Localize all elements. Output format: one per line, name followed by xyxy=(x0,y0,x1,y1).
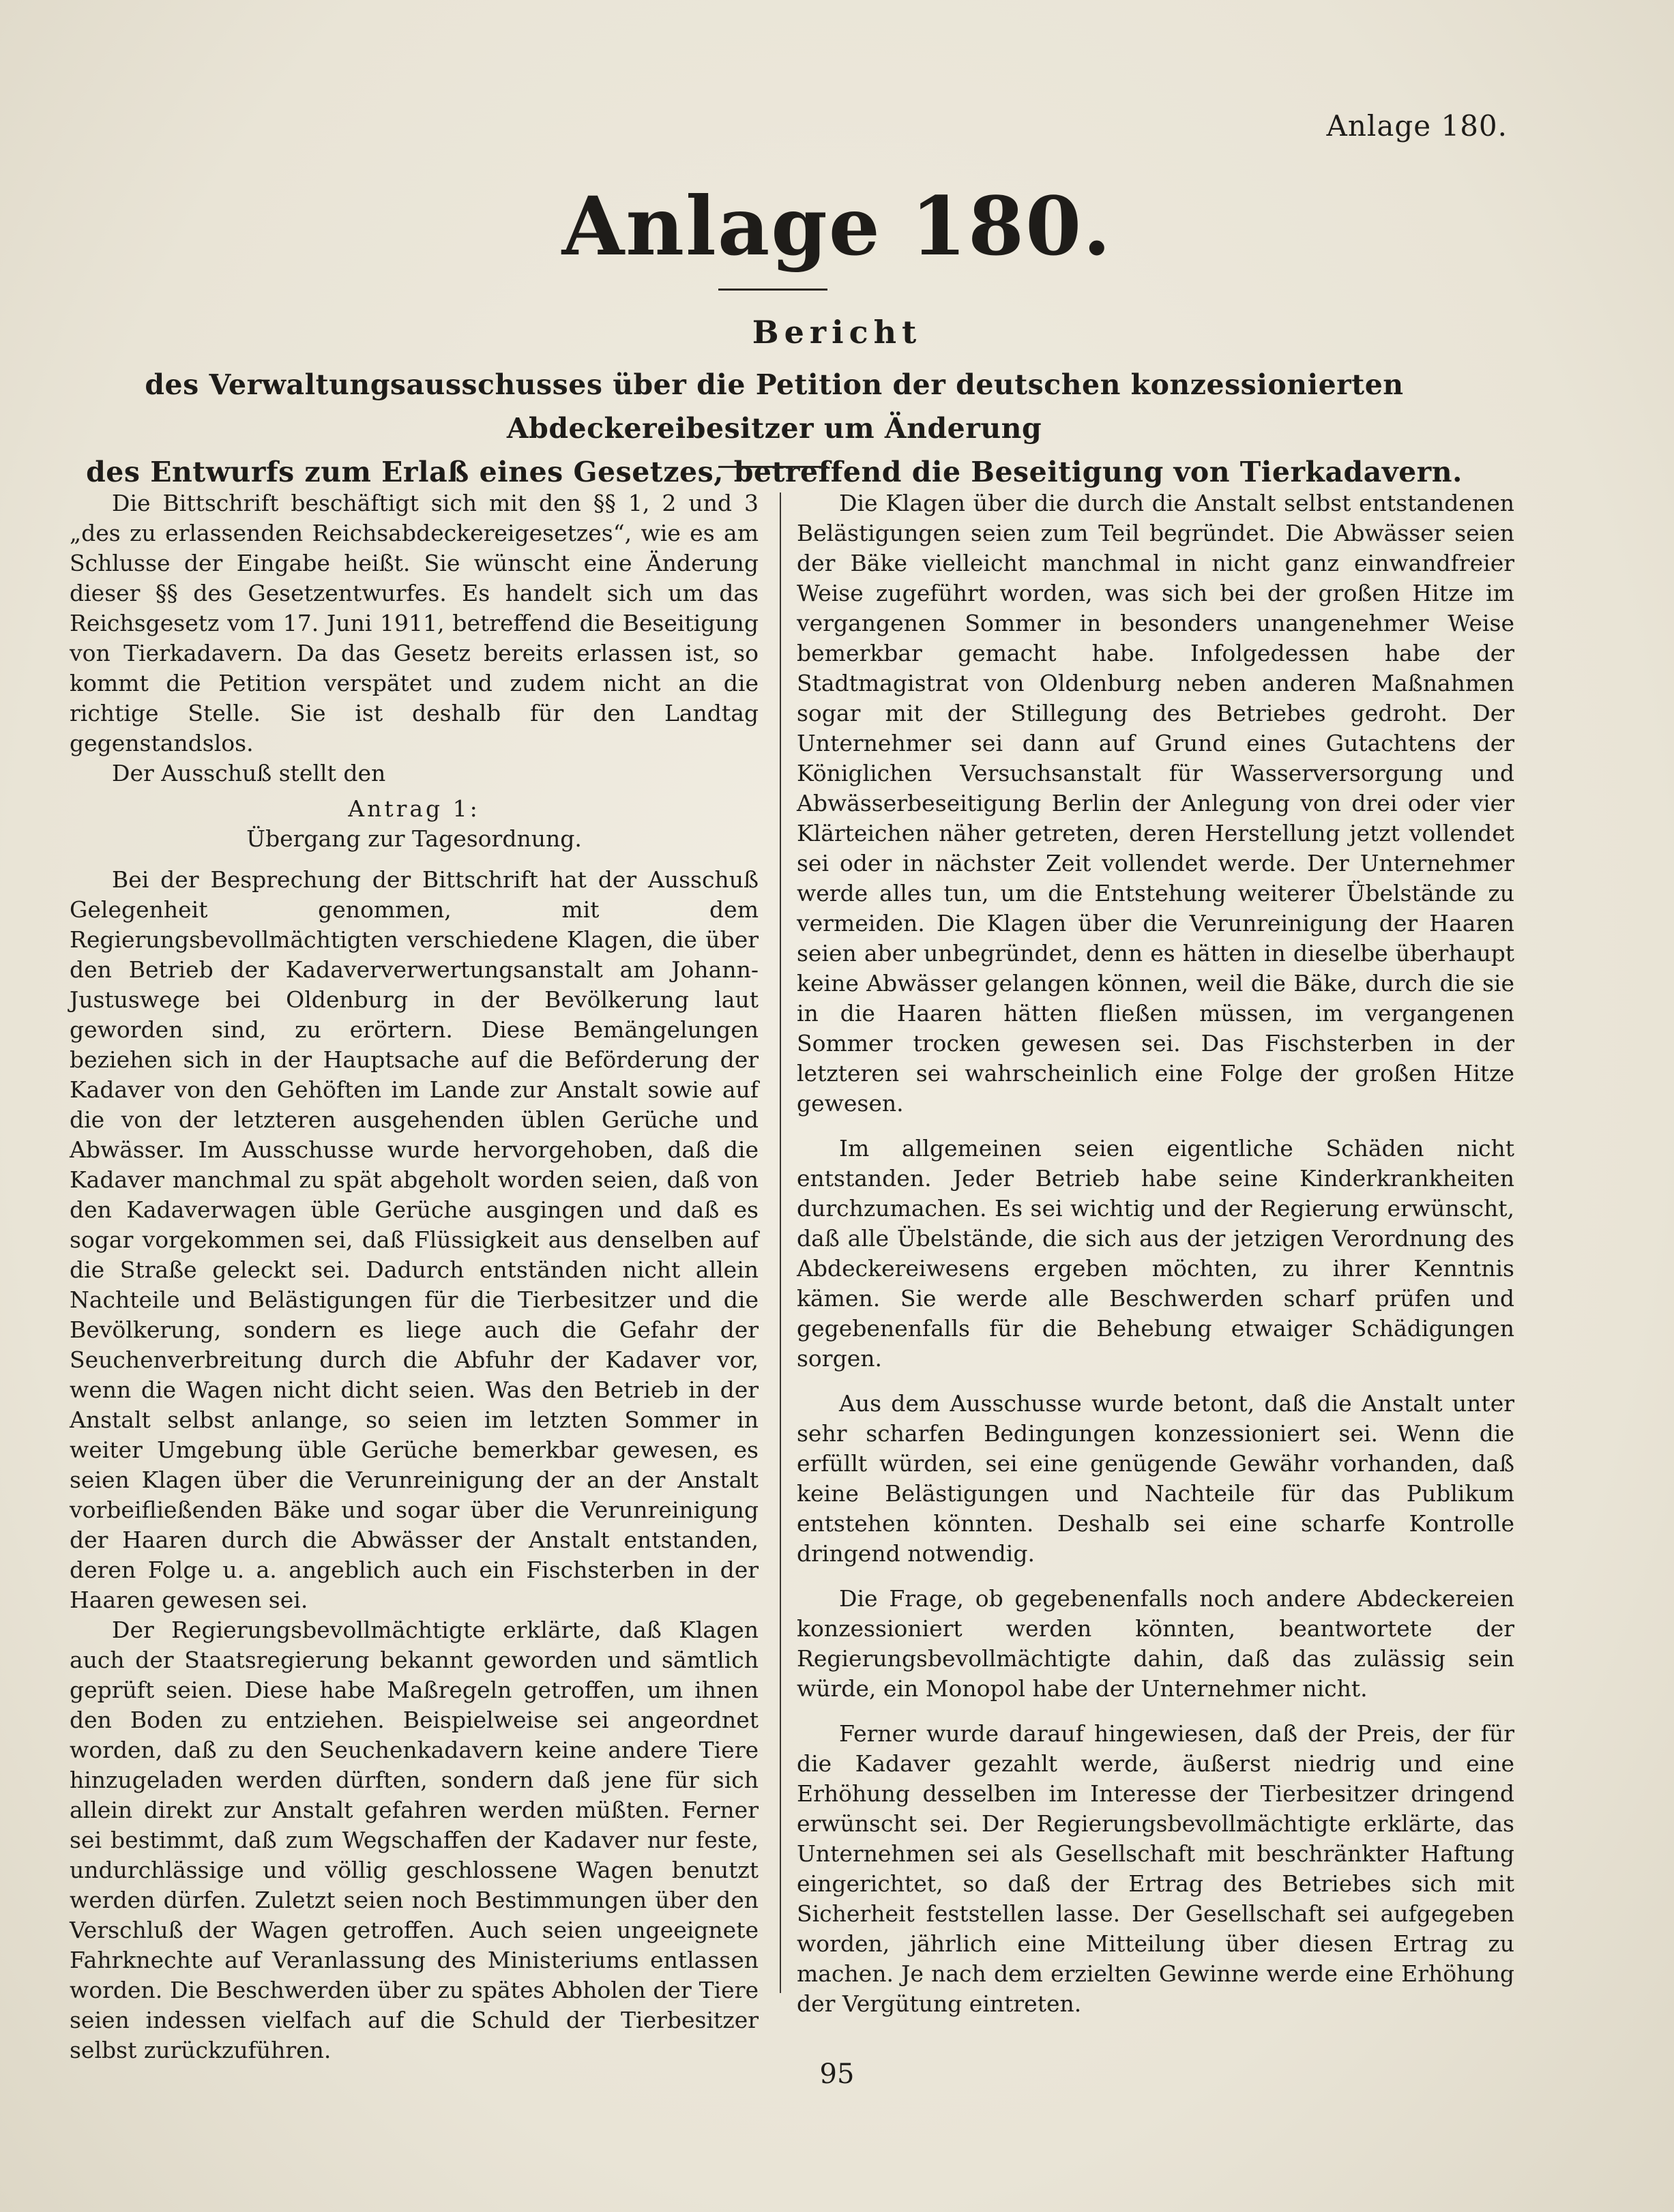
report-heading: Bericht xyxy=(752,314,922,351)
left-column xyxy=(70,488,759,2065)
paragraph: Die Bittschrift beschäftigt sich mit den §§ 1, 2 und 3 „des zu erlassenden Reichsabdeckereigesetzes“, wie es am Schlusse der Eingabe heißt. Sie wünscht eine Änderung dieser §§ des Gesetzentwurfes. Es handelt sich um das Reichsgesetz vom 17. Juni 1911, betreffend die Beseitigung von Tierkadavern. Da das Gesetz bereits erlassen ist, so kommt die Petition verspätet und zudem nicht an die richtige Stelle. Sie ist deshalb für den Landtag gegenstandslos. xyxy=(70,490,759,756)
page-title: Anlage 180. xyxy=(561,179,1113,274)
right-column xyxy=(797,488,1514,2019)
paragraph: Der Ausschuß stellt den xyxy=(112,760,386,786)
column-divider xyxy=(780,492,781,1993)
page-number: 95 xyxy=(819,2059,855,2090)
intro-rule xyxy=(718,466,827,468)
report-intro xyxy=(42,363,1506,494)
paragraph: Die Klagen über die durch die Anstalt selbst entstandenen Belästigungen seien zum Teil begründet. Die Abwässer seien der Bäke vielleicht manchmal in nicht ganz einwandfreier Weise zugeführt worden, was sich bei der großen Hitze im vergangenen Sommer in besonders unangenehmer Weise bemerkbar gemacht habe. Infolgedessen habe der Stadtmagistrat von Oldenburg neben anderen Maßnahmen sogar mit der Stillegung des Betriebes gedroht. Der Unternehmer sei dann auf Grund eines Gutachtens der Königlichen Versuchsanstalt für Wasserversorgung und Abwässerbeseitigung Berlin der Anlegung von drei oder vier Klärteichen näher getreten, deren Herstellung jetzt vollendet sei oder in nächster Zeit vollendet werde. Der Unternehmer werde alles tun, um die Entstehung weiterer Übelstände zu vermeiden. Die Klagen über die Verunreinigung der Haaren seien aber unbegründet, denn es hätten in dieselbe überhaupt keine Abwässer gelangen können, weil die Bäke, durch die sie in die Haaren hätten fließen müssen, im vergangenen Sommer trocken gewesen sei. Das Fischsterben in der letzteren sei wahrscheinlich eine Folge der großen Hitze gewesen. xyxy=(797,490,1514,1117)
paragraph: Der Regierungsbevollmächtigte erklärte, daß Klagen auch der Staatsregierung bekannt geworden und sämtlich geprüft seien. Diese habe Maßregeln getroffen, um ihnen den Boden zu entziehen. Beispielweise sei angeordnet worden, daß zu den Seuchenkadavern keine andere Tiere hinzugeladen werden dürften, sondern daß jene für sich allein direkt zur Anstalt gefahren werden müßten. Ferner sei bestimmt, daß zum Wegschaffen der Kadaver nur feste, undurchlässige und völlig geschlossene Wagen benutzt werden dürfen. Zuletzt seien noch Bestimmungen über den Verschluß der Wagen getroffen. Auch seien ungeeignete Fahrknechte auf Veranlassung des Ministeriums entlassen worden. Die Beschwerden über zu spätes Abholen der Tiere seien indessen vielfach auf die Schuld der Tierbesitzer selbst zurückzuführen. xyxy=(70,1617,759,2063)
running-head: Anlage 180. xyxy=(1326,109,1508,143)
paragraph: Die Frage, ob gegebenenfalls noch andere Abdeckereien konzessioniert werden könnten, beantwortete der Regierungsbevollmächtigte dahin, daß das zulässig sein würde, ein Monopol habe der Unternehmer nicht. xyxy=(797,1585,1514,1702)
motion-text: Übergang zur Tagesordnung. xyxy=(246,825,582,852)
paragraph: Im allgemeinen seien eigentliche Schäden nicht entstanden. Jeder Betrieb habe seine Kinderkrankheiten durchzumachen. Es sei wichtig und der Regierung erwünscht, daß alle Übelstände, die sich aus der jetzigen Verordnung des Abdeckereiwesens ergeben möchten, zu ihrer Kenntnis kämen. Sie werde alle Beschwerden scharf prüfen und gegebenenfalls für die Behebung etwaiger Schädigungen sorgen. xyxy=(797,1135,1514,1372)
intro-line-1: des Verwaltungsausschusses über die Petition der deutschen konzessionierten Abdeckereibesitzer um Änderung xyxy=(145,368,1404,445)
motion-label: Antrag 1: xyxy=(348,795,480,822)
paragraph: Aus dem Ausschusse wurde betont, daß die Anstalt unter sehr scharfen Bedingungen konzessioniert sei. Wenn die erfüllt würden, sei eine genügende Gewähr vorhanden, daß keine Belästigungen und Nachteile für das Publikum entstehen könnten. Deshalb sei eine scharfe Kontrolle dringend notwendig. xyxy=(797,1390,1514,1567)
paragraph: Bei der Besprechung der Bittschrift hat der Ausschuß Gelegenheit genommen, mit dem Regierungsbevollmächtigten verschiedene Klagen, die über den Betrieb der Kadaververwertungsanstalt am Johann-Justuswege bei Oldenburg in der Bevölkerung laut geworden sind, zu erörtern. Diese Bemängelungen beziehen sich in der Hauptsache auf die Beförderung der Kadaver von den Gehöften im Lande zur Anstalt sowie auf die von der letzteren ausgehenden üblen Gerüche und Abwässer. Im Ausschusse wurde hervorgehoben, daß die Kadaver manchmal zu spät abgeholt worden seien, daß von den Kadaverwagen üble Gerüche ausgingen und daß es sogar vorgekommen sei, daß Flüssigkeit aus denselben auf die Straße geleckt sei. Dadurch entständen nicht allein Nachteile und Belästigungen für die Tierbesitzer und die Bevölkerung, sondern es liege auch die Gefahr der Seuchenverbreitung durch die Abfuhr der Kadaver vor, wenn die Wagen nicht dicht seien. Was den Betrieb in der Anstalt selbst anlange, so seien im letzten Sommer in weiter Umgebung üble Gerüche bemerkbar gewesen, es seien Klagen über die Verunreinigung der an der Anstalt vorbeifließenden Bäke und sogar über die Verunreinigung der Haaren durch die Abwässer der Anstalt entstanden, deren Folge u. a. angeblich auch ein Fischsterben in der Haaren gewesen sei. xyxy=(70,866,759,1613)
intro-line-2: des Entwurfs zum Erlaß eines Gesetzes, betreffend die Beseitigung von Tierkadavern. xyxy=(86,456,1463,488)
paragraph: Ferner wurde darauf hingewiesen, daß der Preis, der für die Kadaver gezahlt werde, äußerst niedrig und eine Erhöhung desselben im Interesse der Tierbesitzer dringend erwünscht sei. Der Regierungsbevollmächtigte erklärte, das Unternehmen sei als Gesellschaft mit beschränkter Haftung eingerichtet, so daß der Ertrag des Betriebes sich mit Sicherheit feststellen lasse. Der Gesellschaft sei aufgegeben worden, jährlich eine Mitteilung über diesen Ertrag zu machen. Je nach dem erzielten Gewinne werde eine Erhöhung der Vergütung eintreten. xyxy=(797,1720,1514,2017)
title-rule xyxy=(718,289,827,291)
